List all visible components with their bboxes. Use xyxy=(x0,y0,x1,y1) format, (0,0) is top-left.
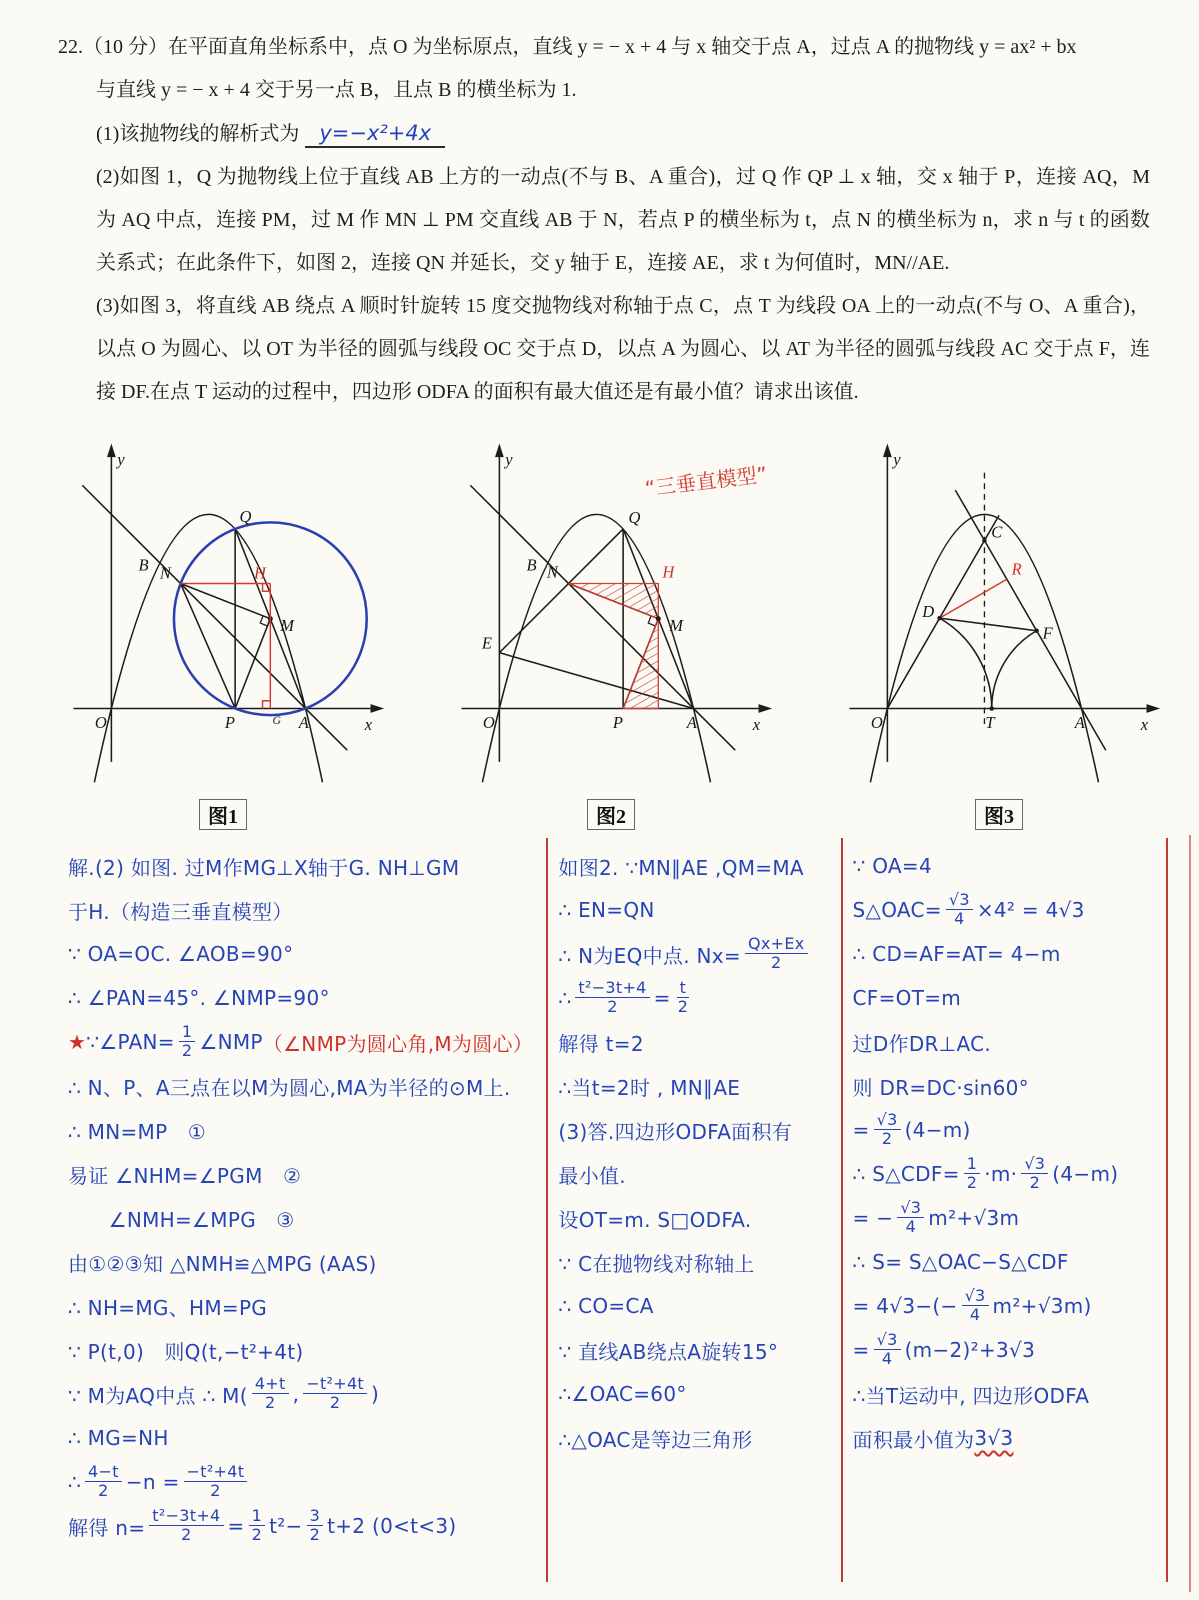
solution-text: 于H.（构造三垂直模型） xyxy=(68,899,293,924)
figure-3-caption: 图3 xyxy=(975,799,1023,830)
solution-line xyxy=(853,1240,1160,1284)
solution-line xyxy=(853,932,1160,976)
figure-1-canvas xyxy=(58,422,388,796)
solution-line xyxy=(68,976,540,1020)
label-n: N xyxy=(159,563,171,583)
label-o: O xyxy=(94,712,107,732)
solution-line xyxy=(558,1152,834,1196)
solution-text: ∴ N、P、A三点在以M为圆心,MA为半径的⊙M上. xyxy=(68,1075,511,1100)
label-o: O xyxy=(870,712,883,732)
solution-line xyxy=(558,1240,834,1284)
label-c: C xyxy=(991,522,1003,542)
solution-text: = 4√3−(− xyxy=(852,1294,958,1318)
solution-text: 设OT=m. S□ODFA. xyxy=(558,1207,752,1232)
solution-line xyxy=(558,1064,834,1108)
label-a: A xyxy=(1074,712,1085,732)
solution-line xyxy=(558,1284,834,1328)
problem-intro-line1 xyxy=(58,26,1150,69)
solution-text: ∴ NH=MG、HM=PG xyxy=(68,1295,268,1320)
solution-text: 易证 ∠NHM=∠PGM ② xyxy=(68,1163,302,1188)
segment-oc xyxy=(887,515,999,708)
label-x: x xyxy=(364,714,373,734)
solution-text: ∴ MG=NH xyxy=(68,1426,169,1450)
solution-text: ∴ S△CDF= xyxy=(852,1162,960,1186)
solution-line xyxy=(68,932,540,976)
part2-text: (2)如图 1，Q 为抛物线上位于直线 AB 上方的一动点(不与 B、A 重合)，过 Q 作 QP ⊥ x 轴，交 x 轴于 P，连接 AQ，M 为 AQ 中点，连接 PM，过 M 作 MN ⊥ PM 交直线 AB 于 N，若点 P 的横坐标为 t，点 N 的横坐标为 n，求 n 与 t 的函数关系式；在此条件下，如图 2，连接 QN 并延长，交 y 轴于 E，连接 AE，求 t 为何值时，MN//AE. xyxy=(96,166,1150,274)
label-p: P xyxy=(612,712,624,732)
solution-text: ∵ P(t,0) 则Q(t,−t²+4t) xyxy=(68,1339,304,1364)
solution-line xyxy=(68,1284,540,1328)
point-f-dot xyxy=(1034,629,1038,633)
solution-line xyxy=(558,1196,834,1240)
solution-line xyxy=(558,1416,834,1460)
solution-column-2 xyxy=(546,838,840,1582)
solution-text: 解.(2) 如图. 过M作MG⊥X轴于G. NH⊥GM xyxy=(68,855,460,880)
y-axis-arrow xyxy=(883,444,892,458)
y-axis-arrow xyxy=(495,444,504,458)
label-o: O xyxy=(482,712,495,732)
figures-row xyxy=(58,422,1164,830)
solution-text: ∴ ∠PAN=45°. ∠NMP=90° xyxy=(68,986,330,1010)
label-b: B xyxy=(526,555,537,575)
solution-text: ∴当T运动中, 四边形ODFA xyxy=(852,1383,1090,1408)
arc-centered-o xyxy=(940,618,992,708)
label-g: G xyxy=(272,714,281,728)
fraction: $\frac{√3}{4}$ xyxy=(874,1331,901,1368)
solution-line xyxy=(558,976,834,1020)
solution-text: t²− xyxy=(269,1514,303,1538)
solution-line xyxy=(853,1020,1160,1064)
solution-text: ∴∠OAC=60° xyxy=(558,1382,687,1406)
line-ab xyxy=(82,485,347,750)
fraction: $\frac{1}{2}$ xyxy=(964,1155,980,1192)
solution-text: ∴△OAC是等边三角形 xyxy=(558,1427,753,1452)
solution-line xyxy=(68,1020,540,1064)
solution-line xyxy=(68,1064,540,1108)
point-t-dot xyxy=(989,706,993,710)
solution-text: ∴当t=2时 , MN∥AE xyxy=(558,1075,741,1100)
solution-line xyxy=(853,976,1160,1020)
solution-line xyxy=(853,844,1160,888)
solution-column-1 xyxy=(58,838,546,1582)
solution-text: ∠NMH=∠MPG ③ xyxy=(68,1207,295,1232)
solution-text: , xyxy=(292,1382,300,1406)
fraction: $\frac{Qx+Ex}{2}$ xyxy=(745,935,808,972)
fraction: $\frac{4+t}{2}$ xyxy=(252,1375,289,1412)
solution-line xyxy=(558,844,834,888)
figure-3-labels xyxy=(871,450,1149,734)
solution-text: (m−2)²+3√3 xyxy=(904,1338,1036,1362)
fraction: $\frac{1}{2}$ xyxy=(179,1023,195,1060)
fraction: $\frac{\text{−t²+4t}}{2}$ xyxy=(184,1463,248,1500)
solution-line xyxy=(853,1064,1160,1108)
figure-1-labels xyxy=(95,450,373,734)
fraction: $\frac{√3}{4}$ xyxy=(897,1199,924,1236)
solution-line xyxy=(558,1372,834,1416)
solution-text: 如图2. ∵MN∥AE ,QM=MA xyxy=(558,855,804,880)
solution-text: 最小值. xyxy=(558,1163,626,1188)
label-q: Q xyxy=(628,508,641,528)
label-q: Q xyxy=(239,507,252,527)
solution-text: 解得 t=2 xyxy=(558,1031,644,1056)
solution-line xyxy=(68,1240,540,1284)
solution-line xyxy=(853,1416,1160,1460)
solution-text: ∵ OA=OC. ∠AOB=90° xyxy=(68,942,294,966)
label-m: M xyxy=(669,615,683,635)
label-x: x xyxy=(752,714,761,734)
rotated-line-ac xyxy=(955,490,1105,750)
handwritten-solution xyxy=(58,838,1168,1582)
x-axis-arrow xyxy=(1147,704,1161,713)
solution-text: t+2 (0<t<3) xyxy=(327,1514,457,1538)
solution-text: 面积最小值为 xyxy=(852,1427,975,1452)
point-d-dot xyxy=(937,616,941,620)
solution-line xyxy=(68,1328,540,1372)
solution-text: ∵ 直线AB绕点A旋转15° xyxy=(558,1339,779,1364)
label-f: F xyxy=(1042,623,1053,643)
figure-1-caption: 图1 xyxy=(199,799,247,830)
problem-intro-line2: 与直线 y = − x + 4 交于另一点 B，且点 B 的横坐标为 1. xyxy=(96,79,577,101)
solution-text: ∴ xyxy=(558,986,572,1010)
solution-text: = xyxy=(653,986,671,1010)
solution-text: 3√3 xyxy=(974,1426,1014,1450)
solution-line xyxy=(853,1328,1160,1372)
solution-line xyxy=(68,1504,540,1548)
solution-column-3 xyxy=(841,838,1168,1582)
segment-ae xyxy=(499,653,693,709)
solution-text: (4−m) xyxy=(904,1118,971,1142)
problem-score: （10 分） xyxy=(83,36,168,58)
label-y: y xyxy=(117,449,125,469)
fraction: $\frac{t}{2}$ xyxy=(677,977,689,1016)
x-axis-arrow xyxy=(371,704,385,713)
label-m: M xyxy=(280,615,295,635)
label-d: D xyxy=(922,602,935,622)
fraction: $\frac{\text{t²−3t+4}}{2}$ xyxy=(149,1507,223,1544)
solution-line xyxy=(558,1020,834,1064)
solution-line xyxy=(68,888,540,932)
solution-line xyxy=(68,1152,540,1196)
x-axis-arrow xyxy=(759,704,773,713)
solution-text: （∠NMP为圆心角,M为圆心） xyxy=(262,1031,534,1056)
solution-line xyxy=(853,1372,1160,1416)
three-perpendicular-model-annotation: “三垂直模型” xyxy=(643,462,769,501)
part3-text: (3)如图 3，将直线 AB 绕点 A 顺时针旋转 15 度交抛物线对称轴于点 C，点 T 为线段 OA 上的一动点(不与 O、A 重合)，以点 O 为圆心、以 OT 为半径的圆弧与线段 OC 交于点 D，以点 A 为圆心、以 AT 为半径的圆弧与线段 AC 交于点 F，连接 DF.在点 T 运动的过程中，四边形 ODFA 的面积有最大值还是有最小值？请求出该值. xyxy=(96,295,1150,403)
solution-text: ∴ CD=AF=AT= 4−m xyxy=(852,942,1061,966)
solution-line xyxy=(558,1328,834,1372)
solution-text: m²+√3m xyxy=(928,1206,1020,1230)
solution-line xyxy=(558,888,834,932)
figure-3 xyxy=(834,422,1164,830)
solution-text: 过D作DR⊥AC. xyxy=(852,1031,992,1056)
solution-text: 解得 n= xyxy=(68,1515,146,1540)
solution-line xyxy=(853,1196,1160,1240)
solution-text: −n = xyxy=(125,1470,180,1494)
solution-text: CF=OT=m xyxy=(852,986,962,1010)
solution-line xyxy=(68,1460,540,1504)
solution-text: = xyxy=(852,1118,870,1142)
fraction: $\frac{√3}{4}$ xyxy=(946,891,973,928)
label-y: y xyxy=(893,449,901,469)
label-t: T xyxy=(985,712,995,732)
figure-3-canvas xyxy=(834,422,1164,796)
fraction: $\frac{√3}{2}$ xyxy=(1021,1155,1048,1192)
right-angle-mark-g xyxy=(263,701,271,709)
solution-text: ∵ M为AQ中点 ∴ M( xyxy=(68,1383,248,1408)
fraction: $\frac{\text{−t²+4t}}{2}$ xyxy=(303,1375,367,1412)
label-h: H xyxy=(662,562,675,582)
fraction: $\frac{3}{2}$ xyxy=(307,1507,323,1544)
label-a: A xyxy=(686,712,697,732)
label-e: E xyxy=(481,633,493,653)
solution-text: = xyxy=(852,1338,870,1362)
solution-text: (4−m) xyxy=(1052,1162,1119,1186)
solution-line xyxy=(853,1108,1160,1152)
solution-line xyxy=(558,1108,834,1152)
hatched-triangle-nhm xyxy=(569,584,659,619)
solution-text: ·m· xyxy=(984,1162,1018,1186)
solution-line xyxy=(558,932,834,976)
solution-text: = xyxy=(227,1514,245,1538)
line-ab xyxy=(470,485,735,750)
fraction: $\frac{\text{t²−3t+4}}{2}$ xyxy=(575,979,649,1016)
arc-centered-a xyxy=(992,631,1037,709)
point-c-dot xyxy=(982,538,986,542)
label-a: A xyxy=(298,712,309,732)
solution-text: ∵∠PAN= xyxy=(86,1030,175,1054)
solution-line xyxy=(68,1372,540,1416)
solution-text: ∴ CO=CA xyxy=(558,1294,654,1318)
solution-text: ∴ S= S△OAC−S△CDF xyxy=(852,1250,1069,1274)
problem-number: 22. xyxy=(58,36,83,58)
solution-text: 由①②③知 △NMH≌△MPG (AAS) xyxy=(68,1251,377,1276)
solution-line xyxy=(853,888,1160,932)
solution-text: = − xyxy=(852,1206,894,1230)
label-y: y xyxy=(505,449,513,469)
part1-line xyxy=(58,112,1150,156)
part1-label: (1)该抛物线的解析式为 xyxy=(96,123,300,145)
solution-text: ∵ C在抛物线对称轴上 xyxy=(558,1251,755,1276)
solution-text: 则 DR=DC·sin60° xyxy=(852,1075,1029,1100)
part1-handwritten-answer: y=−x²+4x xyxy=(305,121,445,148)
label-p: P xyxy=(224,712,236,732)
red-construction-lines xyxy=(181,584,271,709)
fraction: $\frac{√3}{4}$ xyxy=(962,1287,989,1324)
solution-text: ) xyxy=(371,1382,380,1406)
solution-text: S△OAC= xyxy=(852,898,942,922)
fraction: $\frac{√3}{2}$ xyxy=(874,1111,901,1148)
segment-pm xyxy=(235,619,270,709)
red-hatched-triangles xyxy=(569,584,659,709)
solution-text: ∴ MN=MP ① xyxy=(68,1119,207,1144)
solution-line xyxy=(68,1108,540,1152)
label-b: B xyxy=(138,555,149,575)
figure-2-caption: 图2 xyxy=(587,799,635,830)
y-axis-arrow xyxy=(107,444,116,458)
solution-line xyxy=(68,1416,540,1460)
figure-2 xyxy=(446,422,776,830)
label-r: R xyxy=(1011,559,1022,579)
fraction: $\frac{4-t}{2}$ xyxy=(85,1463,122,1500)
label-x: x xyxy=(1140,714,1149,734)
solution-line xyxy=(68,1196,540,1240)
problem-section xyxy=(58,26,1150,414)
solution-line xyxy=(68,844,540,888)
point-m-dot xyxy=(656,616,661,621)
solution-text: ∵ OA=4 xyxy=(852,854,932,878)
label-n: N xyxy=(546,562,558,582)
solution-text: ∴ EN=QN xyxy=(558,898,655,922)
solution-text: (3)答.四边形ODFA面积有 xyxy=(558,1119,793,1144)
fraction: $\frac{1}{2}$ xyxy=(249,1507,265,1544)
hatched-triangle-mgp xyxy=(623,619,658,709)
solution-text: ∠NMP xyxy=(199,1030,263,1054)
segment-dr-red xyxy=(940,579,1007,618)
solution-text: ∴ N为EQ中点. Nx= xyxy=(558,943,741,968)
label-h: H xyxy=(254,563,266,583)
problem-intro-text: 在平面直角坐标系中，点 O 为坐标原点，直线 y = − x + 4 与 x 轴交于点 A，过点 A 的抛物线 y = ax² + bx xyxy=(168,36,1077,58)
figure-2-canvas xyxy=(446,422,776,796)
figure-1 xyxy=(58,422,388,830)
solution-text: m²+√3m) xyxy=(992,1294,1092,1318)
solution-text: ★ xyxy=(68,1030,87,1054)
solution-line xyxy=(853,1152,1160,1196)
solution-line xyxy=(853,1284,1160,1328)
solution-text: ∴ xyxy=(68,1470,82,1494)
solution-text: ×4² = 4√3 xyxy=(976,898,1085,922)
